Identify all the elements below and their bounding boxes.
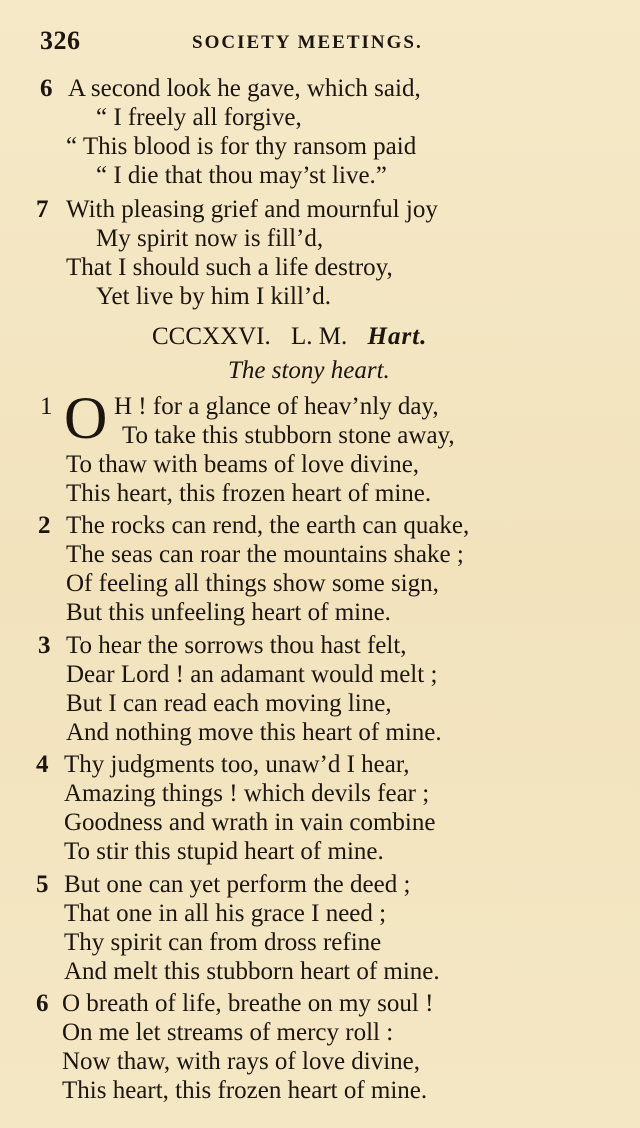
verse-line: Goodness and wrath in vain combine [64, 809, 436, 836]
hymn-title: The stony heart. [228, 357, 390, 384]
verse-line: To thaw with beams of love divine, [66, 451, 420, 478]
hymn-author: Hart. [367, 323, 428, 350]
verse-line: This heart, this frozen heart of mine. [62, 1077, 428, 1104]
stanza-number: 5 [36, 871, 49, 898]
hymn-meter: L. M. [291, 323, 348, 350]
stanza-number: 4 [36, 751, 49, 778]
hymn-number: CCCXXVI. [152, 323, 271, 350]
stanza-number: 6 [36, 990, 49, 1017]
verse-line: “ This blood is for thy ransom paid [66, 133, 417, 160]
verse-line: That one in all his grace I need ; [64, 900, 387, 927]
page-header [40, 26, 580, 60]
verse-line: My spirit now is fill’d, [96, 225, 324, 252]
running-head: SOCIETY MEETINGS. [192, 32, 423, 53]
verse-line: The rocks can rend, the earth can quake, [66, 512, 470, 539]
page-number: 326 [40, 26, 81, 55]
verse-line: With pleasing grief and mournful joy [66, 196, 438, 223]
verse-line: But this unfeeling heart of mine. [66, 599, 391, 626]
hymn-heading [152, 322, 441, 352]
stanza-number: 1 [40, 393, 53, 420]
verse-line: To hear the sorrows thou hast felt, [66, 632, 407, 659]
verse-line: O breath of life, breathe on my soul ! [62, 990, 434, 1017]
verse-line: Thy judgments too, unaw’d I hear, [64, 751, 410, 778]
verse-line: “ I freely all forgive, [96, 104, 302, 131]
verse-line: And melt this stubborn heart of mine. [64, 958, 440, 985]
verse-line: And nothing move this heart of mine. [66, 719, 442, 746]
verse-line: The seas can roar the mountains shake ; [66, 541, 464, 568]
verse-line: To stir this stupid heart of mine. [64, 838, 384, 865]
verse-line: This heart, this frozen heart of mine. [66, 480, 432, 507]
verse-line: A second look he gave, which said, [68, 75, 421, 102]
verse-line: “ I die that thou may’st live.” [96, 162, 387, 189]
stanza-number: 2 [38, 512, 51, 539]
verse-line: H ! for a glance of heav’nly day, [114, 393, 439, 420]
verse-line: Now thaw, with rays of love divine, [62, 1048, 421, 1075]
verse-line: On me let streams of mercy roll : [62, 1019, 394, 1046]
verse-line: Dear Lord ! an adamant would melt ; [66, 661, 438, 688]
verse-line: Amazing things ! which devils fear ; [64, 780, 430, 807]
stanza-number: 3 [38, 632, 51, 659]
verse-line: That I should such a life destroy, [66, 254, 393, 281]
verse-line: Thy spirit can from dross refine [64, 929, 382, 956]
verse-line: To take this stubborn stone away, [122, 422, 455, 449]
stanza-number: 6 [40, 75, 53, 102]
drop-cap-letter: O [64, 385, 108, 451]
stanza-number: 7 [36, 196, 49, 223]
verse-line: Of feeling all things show some sign, [66, 570, 439, 597]
verse-line: Yet live by him I kill’d. [96, 283, 331, 310]
verse-line: But one can yet perform the deed ; [64, 871, 411, 898]
verse-line: But I can read each moving line, [66, 690, 392, 717]
